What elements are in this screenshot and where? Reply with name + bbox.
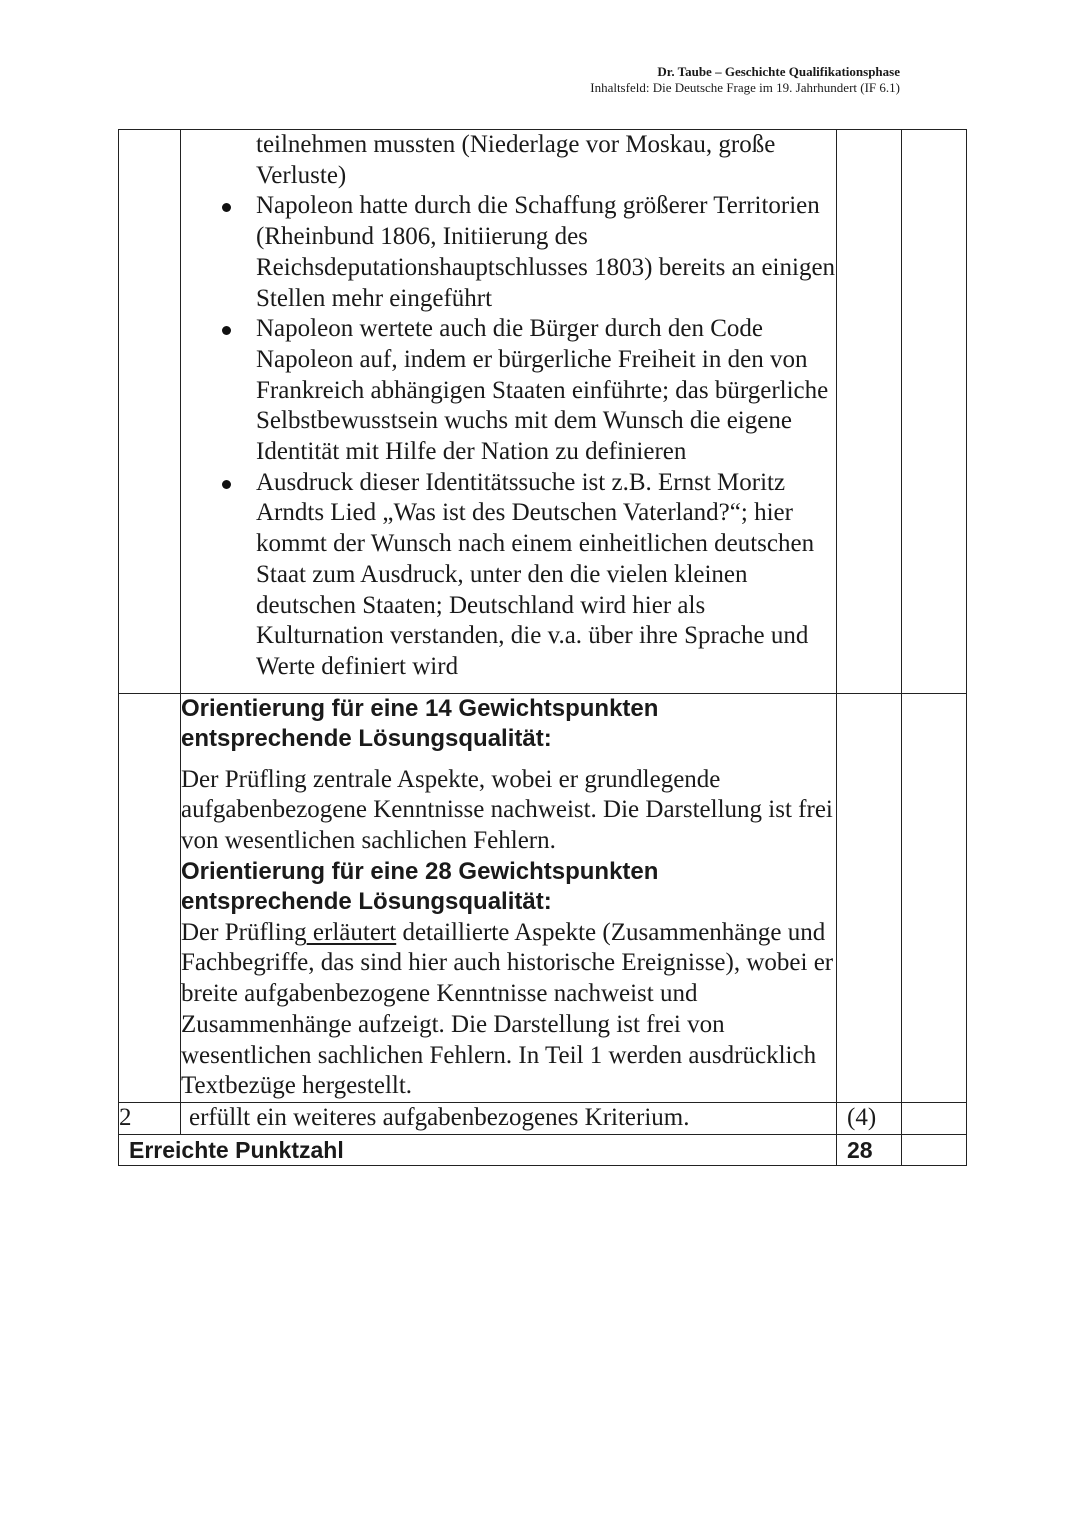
criteria-row — [119, 693, 967, 1102]
criteria-text-underlined: erläutert — [306, 918, 397, 946]
criterion-number: 2 — [119, 1102, 181, 1134]
header-subtitle: Inhaltsfeld: Die Deutsche Frage im 19. Jahrhundert (IF 6.1) — [590, 80, 900, 95]
total-label: Erreichte Punktzahl — [119, 1134, 837, 1165]
total-points: 28 — [837, 1134, 902, 1165]
criterion-2-row — [119, 1102, 967, 1134]
achieved-cell — [902, 1134, 967, 1165]
bullet-text: Ausdruck dieser Identitätssuche ist z.B. Ernst Moritz Arndts Lied „Was ist des Deutschen Vaterland?“; hier kommt der Wunsch nach einem einheitlichen deutschen Staat zum Ausdruck, unter den die vielen kleinen deutschen Staaten; Deutschland wird hier als Kulturnation verstanden, die v.a. über ihre Sprache und Werte definiert wird — [256, 468, 815, 680]
criteria-heading-28 — [181, 857, 836, 918]
bullet-list — [181, 191, 836, 692]
criteria-heading-line: Orientierung für eine 28 Gewichtspunkten — [181, 857, 659, 885]
criteria-text-28 — [181, 918, 836, 1102]
number-cell — [119, 130, 181, 694]
criteria-cell — [181, 693, 837, 1102]
bullet-text: Napoleon hatte durch die Schaffung größerer Territorien (Rheinbund 1806, Initiierung des Reichsdeputationshauptschlusses 1803) bereits an einigen Stellen mehr eingeführt — [256, 192, 836, 312]
criteria-text-part: detaillierte Aspekte (Zusammenhänge und Fachbegriffe, das sind hier auch historische Ereignisse), wobei er breite aufgabenbezogene Kenntnisse nachweist und Zusammenhänge aufzeigt. Die Darstellung ist frei von wesentlichen sachlichen Fehlern. In Teil 1 werden ausdrücklich Textbezüge hergestellt. — [181, 918, 834, 1100]
criteria-text-14: Der Prüfling zentrale Aspekte, wobei er grundlegende aufgabenbezogene Kenntnisse nachweist. Die Darstellung ist frei von wesentlichen sachlichen Fehlern. — [181, 765, 833, 855]
page-header — [590, 64, 900, 96]
list-item — [256, 468, 836, 683]
criterion-text: erfüllt ein weiteres aufgabenbezogenes Kriterium. — [181, 1102, 837, 1134]
points-cell — [837, 693, 902, 1102]
achieved-cell — [902, 130, 967, 694]
criteria-heading-14 — [181, 694, 836, 755]
criteria-heading-line: entsprechende Lösungsqualität: — [181, 888, 552, 916]
bullet-icon — [222, 203, 231, 212]
header-title: Dr. Taube – Geschichte Qualifikationsphase — [657, 64, 900, 79]
list-item — [256, 191, 836, 314]
criteria-heading-line: entsprechende Lösungsqualität: — [181, 725, 552, 753]
points-cell — [837, 130, 902, 694]
bullet-text: Napoleon wertete auch die Bürger durch den Code Napoleon auf, indem er bürgerliche Freiheit in den von Frankreich abhängigen Staaten einführte; das bürgerliche Selbstbewusstsein wuchs mit dem Wunsch die eigene Identität mit Hilfe der Nation zu definieren — [256, 315, 829, 466]
continuation-text: teilnehmen mussten (Niederlage vor Moskau, große Verluste) — [256, 131, 776, 189]
rubric-table — [118, 129, 967, 1166]
criteria-heading-line: Orientierung für eine 14 Gewichtspunkten — [181, 694, 659, 722]
content-row — [119, 130, 967, 694]
bullet-icon — [222, 326, 231, 335]
list-item — [256, 314, 836, 468]
number-cell — [119, 693, 181, 1102]
achieved-cell — [902, 1102, 967, 1134]
bullet-icon — [222, 480, 231, 489]
achieved-cell — [902, 693, 967, 1102]
total-row — [119, 1134, 967, 1165]
content-cell — [181, 130, 837, 694]
criterion-points: (4) — [837, 1102, 902, 1134]
criteria-text-part: Der Prüfling — [181, 918, 307, 946]
